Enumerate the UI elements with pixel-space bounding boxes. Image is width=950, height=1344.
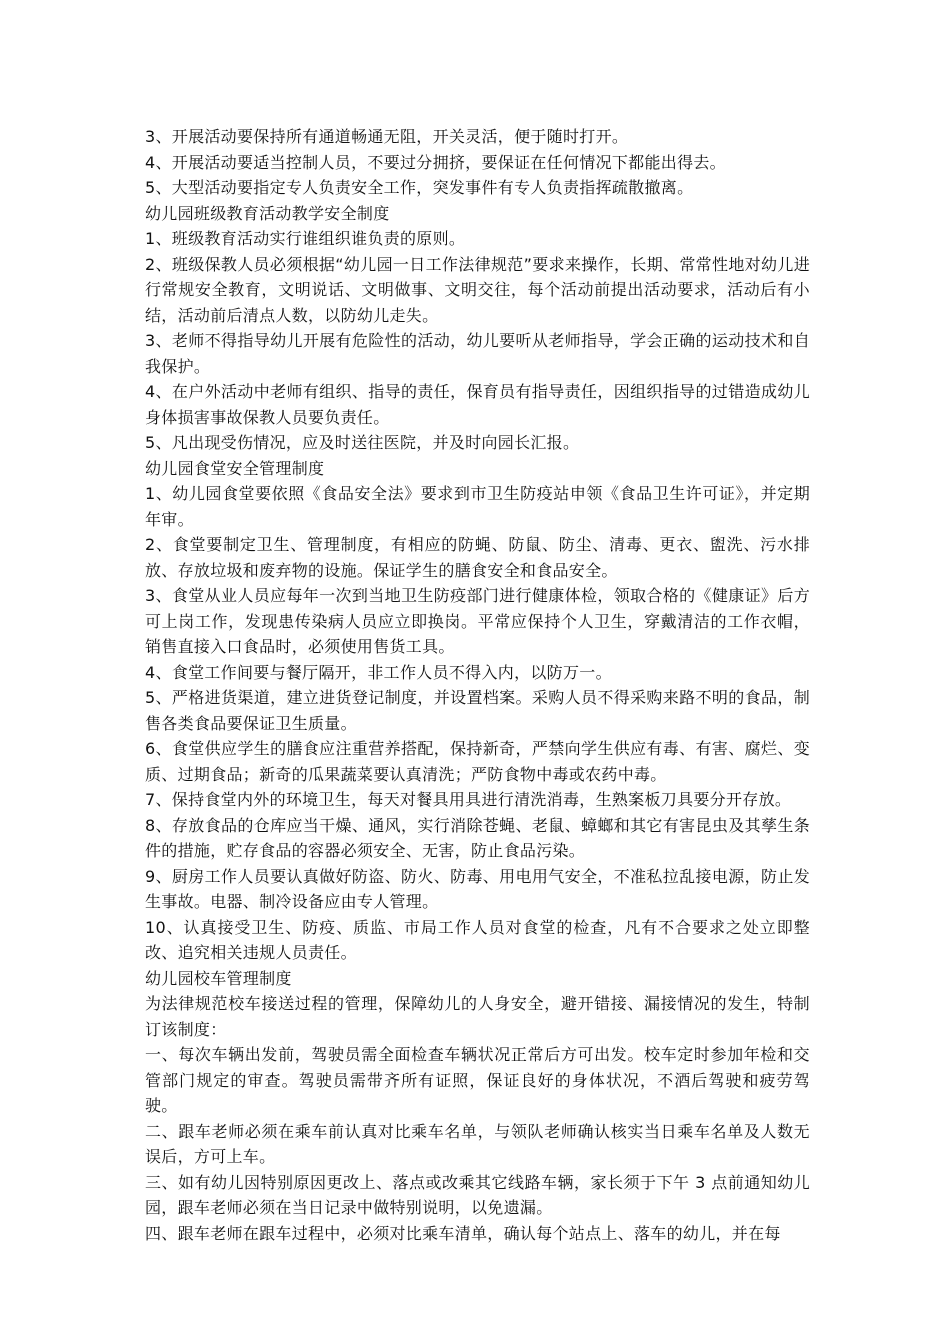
section-heading-school-bus: 幼儿园校车管理制度 — [145, 968, 292, 988]
list-item: 为法律规范校车接送过程的管理，保障幼儿的人身安全，避开错接、漏接情况的发生，特制订该制度： — [145, 994, 810, 1039]
list-item: 3、开展活动要保持所有通道畅通无阻，开关灵活，便于随时打开。 — [145, 127, 629, 146]
document-body — [145, 124, 810, 1246]
list-item: 4、在户外活动中老师有组织、指导的责任，保育员有指导责任，因组织指导的过错造成幼儿身体损害事故保教人员要负责任。 — [145, 382, 810, 427]
list-item: 5、严格进货渠道，建立进货登记制度，并设置档案。采购人员不得采购来路不明的食品，制售各类食品要保证卫生质量。 — [145, 688, 810, 733]
list-item: 5、大型活动要指定专人负责安全工作，突发事件有专人负责指挥疏散撤离。 — [145, 178, 694, 197]
list-item: 9、厨房工作人员要认真做好防盗、防火、防毒、用电用气安全，不准私拉乱接电源，防止发生事故。电器、制冷设备应由专人管理。 — [145, 866, 810, 911]
list-item: 6、食堂供应学生的膳食应注重营养搭配，保持新奇，严禁向学生供应有毒、有害、腐烂、变质、过期食品；新奇的瓜果蔬菜要认真清洗；严防食物中毒或农药中毒。 — [145, 739, 810, 784]
list-item: 二、跟车老师必须在乘车前认真对比乘车名单，与领队老师确认核实当日乘车名单及人数无误后，方可上车。 — [145, 1121, 810, 1166]
list-item: 一、每次车辆出发前，驾驶员需全面检查车辆状况正常后方可出发。校车定时参加年检和交管部门规定的审查。驾驶员需带齐所有证照，保证良好的身体状况，不酒后驾驶和疲劳驾驶。 — [145, 1045, 810, 1115]
section-heading-class-activity: 幼儿园班级教育活动教学安全制度 — [145, 203, 390, 223]
list-item: 2、食堂要制定卫生、管理制度，有相应的防蝇、防鼠、防尘、清毒、更衣、盥洗、污水排放、存放垃圾和废弃物的设施。保证学生的膳食安全和食品安全。 — [145, 535, 810, 580]
list-item: 2、班级保教人员必须根据“幼儿园一日工作法律规范”要求来操作，长期、常常性地对幼儿进行常规安全教育，文明说话、文明做事、文明交往，每个活动前提出活动要求，活动后有小结，活动前后清点人数，以防幼儿走失。 — [145, 254, 810, 325]
list-item: 8、存放食品的仓库应当干燥、通风，实行消除苍蝇、老鼠、蟑螂和其它有害昆虫及其孳生条件的措施，贮存食品的容器必须安全、无害，防止食品污染。 — [145, 815, 810, 860]
list-item: 10、认真接受卫生、防疫、质监、市局工作人员对食堂的检查，凡有不合要求之处立即整改、追究相关违规人员责任。 — [145, 917, 810, 962]
list-item: 1、班级教育活动实行谁组织谁负责的原则。 — [145, 229, 466, 248]
list-item: 1、幼儿园食堂要依照《食品安全法》要求到市卫生防疫站申领《食品卫生许可证》，并定期年审。 — [145, 484, 810, 529]
section-heading-canteen: 幼儿园食堂安全管理制度 — [145, 458, 325, 478]
list-item: 7、保持食堂内外的环境卫生，每天对餐具用具进行清洗消毒，生熟案板刀具要分开存放。 — [145, 790, 792, 809]
list-item: 4、食堂工作间要与餐厅隔开，非工作人员不得入内，以防万一。 — [145, 662, 612, 682]
list-item: 5、凡出现受伤情况，应及时送往医院，并及时向园长汇报。 — [145, 433, 580, 452]
list-item: 3、老师不得指导幼儿开展有危险性的活动，幼儿要听从老师指导，学会正确的运动技术和自我保护。 — [145, 331, 810, 376]
list-item: 三、如有幼儿因特别原因更改上、落点或改乘其它线路车辆，家长须于下午 3 点前通知幼儿园，跟车老师必须在当日记录中做特别说明，以免遗漏。 — [145, 1172, 810, 1217]
list-item: 4、开展活动要适当控制人员，不要过分拥挤，要保证在任何情况下都能出得去。 — [145, 152, 726, 172]
list-item: 3、食堂从业人员应每年一次到当地卫生防疫部门进行健康体检，领取合格的《健康证》后方可上岗工作，发现患传染病人员应立即换岗。平常应保持个人卫生，穿戴清洁的工作衣帽，销售直接入口食品时，必须使用售货工具。 — [145, 586, 810, 656]
list-item: 四、跟车老师在跟车过程中，必须对比乘车清单，确认每个站点上、落车的幼儿，并在每 — [145, 1223, 781, 1243]
